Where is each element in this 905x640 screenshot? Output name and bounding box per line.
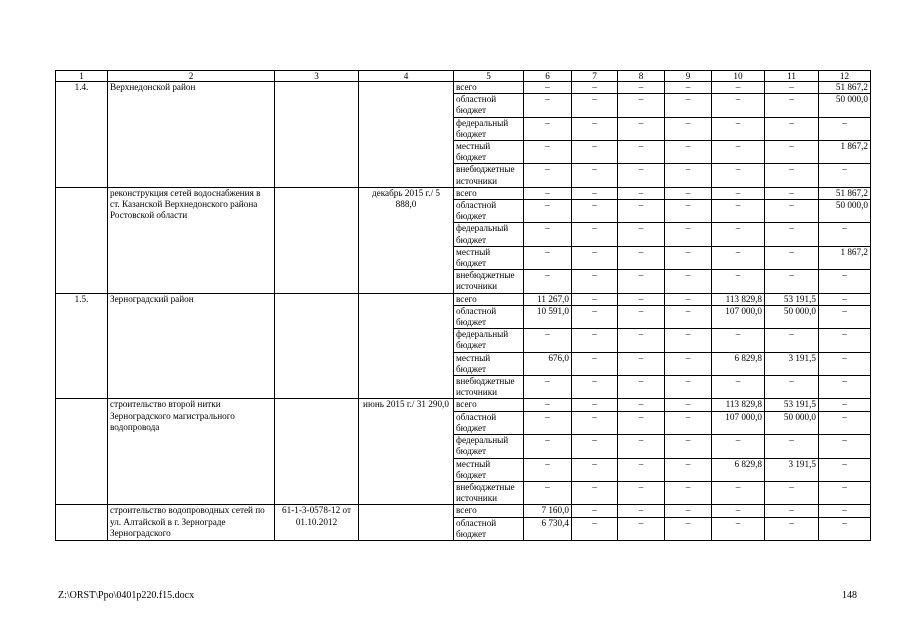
value-cell: – — [618, 246, 665, 269]
value-cell: – — [572, 458, 618, 481]
value-cell: 11 267,0 — [524, 293, 572, 305]
row-number — [56, 187, 108, 293]
commissioning-date: июнь 2015 г./ 31 290,0 — [359, 399, 454, 505]
value-cell: – — [765, 329, 819, 352]
funding-source: федеральный бюджет — [454, 117, 524, 140]
funding-source: внебюджетные источники — [454, 376, 524, 399]
value-cell: – — [819, 305, 871, 328]
expertise-conclusion — [275, 187, 359, 293]
value-cell: – — [765, 117, 819, 140]
value-cell: – — [765, 246, 819, 269]
value-cell: – — [524, 270, 572, 293]
value-cell: – — [572, 399, 618, 411]
value-cell: – — [765, 270, 819, 293]
value-cell: – — [572, 352, 618, 375]
value-cell: – — [765, 481, 819, 504]
value-cell: – — [618, 270, 665, 293]
value-cell: – — [572, 200, 618, 223]
value-cell: – — [712, 187, 765, 199]
value-cell: – — [665, 435, 712, 458]
table-row — [56, 293, 871, 305]
table-row — [56, 399, 871, 411]
value-cell: – — [712, 200, 765, 223]
value-cell: – — [572, 305, 618, 328]
value-cell: 6 829,8 — [712, 458, 765, 481]
expertise-conclusion: 61-1-3-0578-12 от 01.10.2012 — [275, 505, 359, 541]
value-cell: – — [665, 293, 712, 305]
funding-source: федеральный бюджет — [454, 223, 524, 246]
value-cell: – — [665, 517, 712, 540]
value-cell: – — [765, 141, 819, 164]
value-cell: 676,0 — [524, 352, 572, 375]
value-cell: – — [572, 481, 618, 504]
funding-source: всего — [454, 505, 524, 517]
row-number — [56, 505, 108, 541]
value-cell: – — [819, 117, 871, 140]
object-name: Верхнедонской район — [108, 82, 275, 188]
value-cell: – — [572, 329, 618, 352]
value-cell: – — [712, 505, 765, 517]
commissioning-date: декабрь 2015 г./ 5 888,0 — [359, 187, 454, 293]
document-path: Z:\ORST\Ppo\0401p220.f15.docx — [58, 590, 195, 601]
object-name: Зерноградский район — [108, 293, 275, 399]
value-cell: – — [618, 305, 665, 328]
value-cell: – — [618, 517, 665, 540]
value-cell: – — [712, 223, 765, 246]
value-cell: 51 867,2 — [819, 187, 871, 199]
value-cell: – — [665, 94, 712, 117]
value-cell: – — [712, 481, 765, 504]
header-cell: 4 — [359, 71, 454, 82]
value-cell: – — [524, 458, 572, 481]
header-cell: 12 — [819, 71, 871, 82]
value-cell: – — [665, 352, 712, 375]
funding-source: областной бюджет — [454, 517, 524, 540]
value-cell: – — [618, 505, 665, 517]
header-cell: 2 — [108, 71, 275, 82]
funding-source: областной бюджет — [454, 200, 524, 223]
funding-source: всего — [454, 399, 524, 411]
value-cell: – — [572, 246, 618, 269]
row-number: 1.5. — [56, 293, 108, 399]
value-cell: – — [665, 481, 712, 504]
funding-source: внебюджетные источники — [454, 164, 524, 187]
header-cell: 1 — [56, 71, 108, 82]
value-cell: – — [524, 164, 572, 187]
funding-source: местный бюджет — [454, 458, 524, 481]
value-cell: – — [572, 164, 618, 187]
value-cell: 7 160,0 — [524, 505, 572, 517]
funding-source: всего — [454, 293, 524, 305]
header-cell: 5 — [454, 71, 524, 82]
value-cell: – — [765, 200, 819, 223]
expertise-conclusion — [275, 399, 359, 505]
funding-source: внебюджетные источники — [454, 270, 524, 293]
value-cell: – — [572, 270, 618, 293]
row-number: 1.4. — [56, 82, 108, 188]
value-cell: – — [618, 352, 665, 375]
row-number — [56, 399, 108, 505]
header-cell: 8 — [618, 71, 665, 82]
value-cell: – — [524, 187, 572, 199]
value-cell: 107 000,0 — [712, 411, 765, 434]
header-cell: 6 — [524, 71, 572, 82]
value-cell: 3 191,5 — [765, 352, 819, 375]
value-cell: – — [618, 293, 665, 305]
funding-source: всего — [454, 187, 524, 199]
value-cell: – — [665, 458, 712, 481]
value-cell: – — [819, 411, 871, 434]
value-cell: – — [572, 117, 618, 140]
funding-source: областной бюджет — [454, 94, 524, 117]
funding-source: внебюджетные источники — [454, 481, 524, 504]
header-cell: 7 — [572, 71, 618, 82]
value-cell: – — [618, 329, 665, 352]
value-cell: – — [618, 94, 665, 117]
value-cell: – — [572, 94, 618, 117]
value-cell: – — [819, 481, 871, 504]
funding-source: федеральный бюджет — [454, 329, 524, 352]
value-cell: – — [618, 164, 665, 187]
value-cell: – — [765, 517, 819, 540]
value-cell: – — [665, 411, 712, 434]
value-cell: 50 000,0 — [765, 411, 819, 434]
value-cell: 6 730,4 — [524, 517, 572, 540]
value-cell: – — [524, 435, 572, 458]
value-cell: 107 000,0 — [712, 305, 765, 328]
expertise-conclusion — [275, 82, 359, 188]
value-cell: – — [524, 82, 572, 94]
table-row — [56, 505, 871, 517]
value-cell: – — [524, 399, 572, 411]
value-cell: 1 867,2 — [819, 246, 871, 269]
funding-source: федеральный бюджет — [454, 435, 524, 458]
value-cell: – — [665, 305, 712, 328]
value-cell: 10 591,0 — [524, 305, 572, 328]
value-cell: – — [524, 223, 572, 246]
value-cell: – — [524, 200, 572, 223]
funding-source: местный бюджет — [454, 352, 524, 375]
value-cell: – — [572, 293, 618, 305]
object-name: строительство водопроводных сетей по ул. Алтайской в г. Зернограде Зерноградского — [108, 505, 275, 541]
value-cell: – — [819, 164, 871, 187]
value-cell: 113 829,8 — [712, 399, 765, 411]
value-cell: – — [712, 164, 765, 187]
object-name: реконструкция сетей водоснабжения в ст. Казанской Верхнедонского района Ростовской области — [108, 187, 275, 293]
header-cell: 11 — [765, 71, 819, 82]
value-cell: – — [712, 82, 765, 94]
value-cell: – — [572, 82, 618, 94]
value-cell: – — [819, 223, 871, 246]
commissioning-date — [359, 293, 454, 399]
value-cell: – — [524, 246, 572, 269]
header-cell: 10 — [712, 71, 765, 82]
value-cell: – — [819, 458, 871, 481]
value-cell: – — [524, 117, 572, 140]
value-cell: 51 867,2 — [819, 82, 871, 94]
value-cell: – — [665, 187, 712, 199]
value-cell: – — [618, 141, 665, 164]
value-cell: – — [618, 458, 665, 481]
value-cell: – — [765, 94, 819, 117]
value-cell: 50 000,0 — [819, 200, 871, 223]
value-cell: – — [524, 481, 572, 504]
value-cell: – — [618, 399, 665, 411]
value-cell: – — [572, 517, 618, 540]
value-cell: – — [524, 141, 572, 164]
value-cell: – — [765, 223, 819, 246]
object-name: строительство второй нитки Зерноградского магистрального водопровода — [108, 399, 275, 505]
value-cell: – — [819, 517, 871, 540]
expertise-conclusion — [275, 293, 359, 399]
value-cell: – — [712, 435, 765, 458]
value-cell: – — [819, 329, 871, 352]
value-cell: – — [572, 505, 618, 517]
value-cell: – — [665, 270, 712, 293]
value-cell: – — [618, 117, 665, 140]
value-cell: – — [712, 246, 765, 269]
value-cell: – — [819, 352, 871, 375]
value-cell: – — [618, 481, 665, 504]
value-cell: – — [712, 270, 765, 293]
header-cell: 9 — [665, 71, 712, 82]
value-cell: – — [618, 200, 665, 223]
value-cell: – — [524, 94, 572, 117]
value-cell: 3 191,5 — [765, 458, 819, 481]
value-cell: – — [765, 82, 819, 94]
value-cell: – — [665, 505, 712, 517]
value-cell: – — [819, 435, 871, 458]
table-row — [56, 82, 871, 94]
value-cell: – — [572, 141, 618, 164]
value-cell: 6 829,8 — [712, 352, 765, 375]
value-cell: – — [524, 376, 572, 399]
value-cell: – — [712, 141, 765, 164]
value-cell: – — [524, 411, 572, 434]
value-cell: – — [618, 411, 665, 434]
header-cell: 3 — [275, 71, 359, 82]
value-cell: – — [665, 376, 712, 399]
value-cell: – — [712, 376, 765, 399]
value-cell: – — [618, 223, 665, 246]
value-cell: – — [712, 517, 765, 540]
value-cell: – — [819, 399, 871, 411]
value-cell: 53 191,5 — [765, 399, 819, 411]
value-cell: – — [572, 411, 618, 434]
value-cell: – — [665, 141, 712, 164]
value-cell: 113 829,8 — [712, 293, 765, 305]
value-cell: – — [712, 117, 765, 140]
program-table — [55, 70, 871, 541]
value-cell: – — [572, 223, 618, 246]
value-cell: 50 000,0 — [765, 305, 819, 328]
value-cell: – — [665, 223, 712, 246]
value-cell: – — [665, 329, 712, 352]
value-cell: – — [572, 187, 618, 199]
value-cell: – — [665, 82, 712, 94]
funding-source: всего — [454, 82, 524, 94]
value-cell: – — [618, 82, 665, 94]
table-row — [56, 187, 871, 199]
value-cell: – — [819, 270, 871, 293]
funding-source: местный бюджет — [454, 246, 524, 269]
commissioning-date — [359, 505, 454, 541]
value-cell: – — [765, 187, 819, 199]
funding-source: областной бюджет — [454, 305, 524, 328]
table-body — [56, 71, 871, 541]
value-cell: – — [524, 329, 572, 352]
commissioning-date — [359, 82, 454, 188]
value-cell: 50 000,0 — [819, 94, 871, 117]
funding-source: местный бюджет — [454, 141, 524, 164]
value-cell: – — [819, 293, 871, 305]
funding-source: областной бюджет — [454, 411, 524, 434]
value-cell: – — [665, 200, 712, 223]
value-cell: – — [819, 376, 871, 399]
column-number-row — [56, 71, 871, 82]
value-cell: – — [665, 164, 712, 187]
value-cell: – — [819, 505, 871, 517]
value-cell: – — [618, 376, 665, 399]
value-cell: 53 191,5 — [765, 293, 819, 305]
value-cell: 1 867,2 — [819, 141, 871, 164]
value-cell: – — [665, 117, 712, 140]
value-cell: – — [765, 435, 819, 458]
value-cell: – — [765, 505, 819, 517]
value-cell: – — [665, 246, 712, 269]
page-number: 148 — [842, 590, 857, 601]
value-cell: – — [765, 164, 819, 187]
value-cell: – — [765, 376, 819, 399]
value-cell: – — [665, 399, 712, 411]
value-cell: – — [572, 376, 618, 399]
value-cell: – — [712, 329, 765, 352]
value-cell: – — [618, 187, 665, 199]
value-cell: – — [712, 94, 765, 117]
value-cell: – — [572, 435, 618, 458]
value-cell: – — [618, 435, 665, 458]
